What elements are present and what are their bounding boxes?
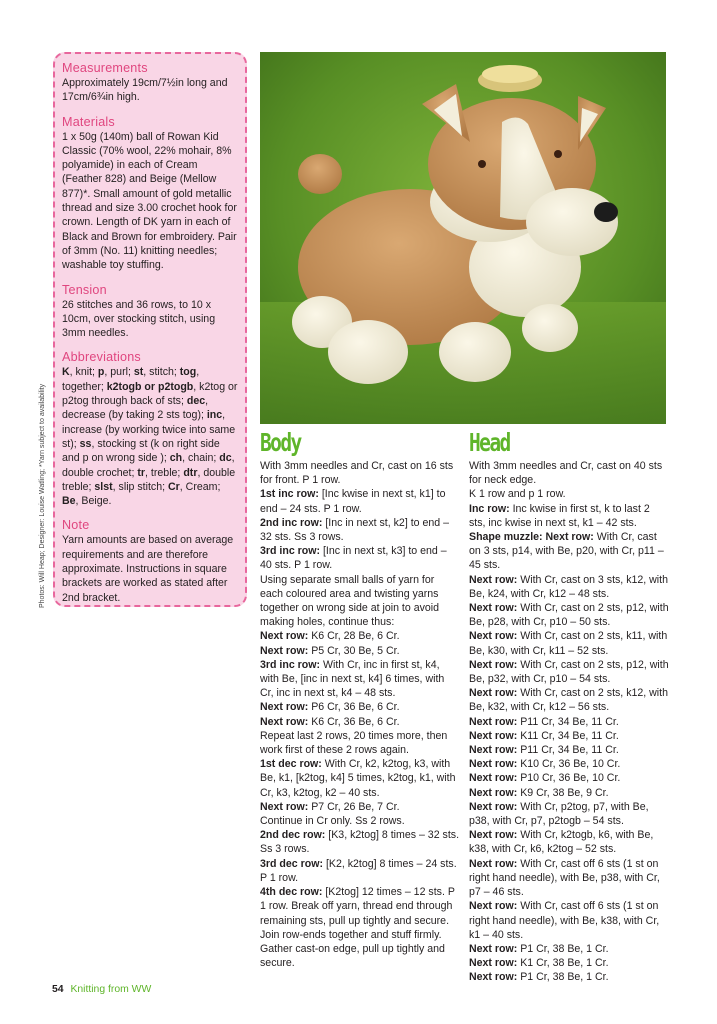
row-text: Inc kwise in first st, k to last 2 sts, inc kwise in next st, k1 – 42 sts. [469, 502, 650, 529]
abbreviation-meaning: , Cream; [179, 480, 221, 493]
abbreviation-term: ss [79, 437, 92, 450]
abbreviation-term: slst [94, 480, 113, 493]
instruction-line [260, 459, 460, 487]
row-text: [K2tog] 12 times – 12 sts. P 1 row. Break off yarn, thread end through remaining sts, pull up tightly and secure. [260, 886, 455, 927]
abbreviation-term: p [97, 366, 105, 379]
row-label: Next row: [469, 602, 518, 615]
instruction-line [260, 885, 460, 928]
instruction-line [469, 502, 669, 530]
page-footer [52, 984, 151, 995]
row-text: With Cr, cast on 2 sts, k12, with Be, k32, with Cr, k12 – 56 sts. [469, 687, 668, 714]
instruction-line [469, 601, 669, 629]
note-text: Yarn amounts are based on average requirements and are therefore approximate. Instructions in square brackets are worked as stated after 2nd bracket. [62, 534, 234, 604]
abbreviation-term: tog [179, 366, 197, 379]
row-text: K10 Cr, 36 Be, 10 Cr. [517, 758, 621, 771]
abbreviation-term: tr [137, 466, 146, 479]
note-heading: Note [62, 518, 90, 533]
magazine-name: Knitting from WW [70, 984, 152, 995]
instruction-line [469, 942, 669, 956]
row-text: With Cr, cast on 2 sts, p12, with Be, p32, with Cr, p10 – 54 sts. [469, 658, 669, 686]
abbreviation-meaning: , stitch; [143, 366, 180, 379]
row-label: 1st inc row: [260, 488, 319, 501]
row-label: Next row: [469, 942, 518, 955]
abbreviations-section [62, 350, 239, 508]
row-text: Continue in Cr only. Ss 2 rows. [260, 815, 405, 828]
row-label: Next row: [260, 701, 309, 714]
row-text: With 3mm needles and Cr, cast on 40 sts for neck edge. [469, 460, 663, 487]
instruction-line [260, 857, 460, 885]
row-text: P1 Cr, 38 Be, 1 Cr. [517, 971, 609, 984]
row-label: Next row: [469, 957, 518, 970]
abbreviation-term: inc [206, 409, 223, 422]
instruction-line [469, 729, 669, 743]
row-text: With Cr, k2, k2tog, k3, with Be, k1, [k2tog, k4] 5 times, k2tog, k1, with Cr, k3, k2tog, k2 – 40 sts. [260, 758, 456, 799]
row-text: K6 Cr, 28 Be, 6 Cr. [308, 630, 400, 643]
row-text: With Cr, inc in first st, k4, with Be, [inc in next st, k4] 6 times, with Cr, inc in next st, k4 – 48 sts. [260, 658, 445, 700]
row-text: P11 Cr, 34 Be, 11 Cr. [517, 744, 619, 757]
pattern-info-sidebar [53, 52, 247, 607]
tension-section [62, 283, 239, 341]
abbreviation-meaning: , treble; [145, 466, 184, 479]
row-label: Next row: [469, 715, 518, 728]
instruction-line [469, 757, 669, 771]
measurements-heading: Measurements [62, 61, 148, 75]
instruction-line [469, 629, 669, 657]
row-text: K11 Cr, 34 Be, 11 Cr. [517, 729, 619, 742]
row-text: [K2, k2tog] 8 times – 24 sts. P 1 row. [260, 857, 457, 884]
head-heading: Head [469, 428, 510, 457]
row-label: Next row: [260, 644, 309, 657]
row-label: Next row: [469, 744, 518, 757]
row-text: With Cr, k2togb, k6, with Be, k38, with Cr, k6, k2tog – 52 sts. [469, 829, 654, 856]
row-text: Using separate small balls of yarn for each coloured area and twisting yarns together on wrong side at join to avoid making holes, continue thus: [260, 573, 440, 629]
tension-heading: Tension [62, 282, 107, 297]
row-text: P11 Cr, 34 Be, 11 Cr. [517, 715, 619, 728]
abbreviations-heading: Abbreviations [62, 350, 141, 365]
row-label: Shape muzzle: Next row: [469, 531, 594, 544]
instruction-line [469, 487, 669, 501]
page-number: 54 [52, 984, 64, 995]
materials-heading: Materials [62, 114, 115, 129]
instruction-line [469, 899, 669, 942]
row-text: Repeat last 2 rows, 20 times more, then work first of these 2 rows again. [260, 729, 448, 757]
instruction-line [469, 828, 669, 856]
abbreviation-meaning: , purl; [104, 366, 134, 379]
row-label: Next row: [469, 758, 518, 771]
row-label: Next row: [469, 900, 518, 913]
instruction-line [260, 757, 460, 800]
row-text: P5 Cr, 30 Be, 5 Cr. [308, 644, 400, 657]
instruction-line [260, 928, 460, 971]
instruction-line [469, 970, 669, 984]
row-text: P6 Cr, 36 Be, 6 Cr. [308, 701, 400, 714]
row-text: With Cr, cast on 2 sts, p12, with Be, p28, with Cr, p10 – 50 sts. [469, 602, 669, 629]
instruction-line [260, 516, 460, 544]
abbreviation-term: dtr [183, 466, 198, 479]
materials-section [62, 115, 239, 273]
row-text: K1 Cr, 38 Be, 1 Cr. [517, 957, 609, 970]
instruction-line [260, 544, 460, 572]
abbreviation-term: K [62, 366, 70, 379]
row-label: Next row: [469, 729, 518, 742]
instruction-line [260, 729, 460, 757]
row-text: With Cr, cast off 6 sts (1 st on right hand needle), with Be, k38, with Cr, k1 – 40 sts. [469, 900, 660, 941]
head-lines [469, 459, 669, 985]
instruction-line [469, 786, 669, 800]
abbreviation-meaning: , k2tog or p2tog through back of sts; [62, 380, 238, 408]
row-label: Next row: [260, 630, 309, 643]
instruction-line [260, 828, 460, 856]
row-label: Next row: [469, 687, 518, 700]
row-text: [Inc in next st, k2] to end – 32 sts. Ss 3 rows. [260, 516, 449, 544]
row-label: Next row: [469, 772, 518, 785]
row-label: 1st dec row: [260, 758, 322, 771]
body-lines [260, 459, 460, 970]
instruction-line [260, 487, 460, 515]
instruction-line [469, 530, 669, 573]
row-label: 2nd dec row: [260, 829, 326, 842]
instruction-line [260, 629, 460, 643]
abbreviation-term: Cr [168, 480, 180, 493]
instruction-line [469, 686, 669, 714]
row-label: 3rd inc row: [260, 545, 321, 558]
row-text: K 1 row and p 1 row. [469, 488, 566, 501]
instruction-line [469, 573, 669, 601]
row-text: With Cr, p2tog, p7, with Be, p38, with Cr, p7, p2togb – 54 sts. [469, 800, 649, 828]
abbreviation-meaning: , slip stitch; [112, 480, 168, 493]
row-label: Next row: [469, 857, 518, 870]
instruction-line [260, 700, 460, 714]
row-text: With Cr, cast off 6 sts (1 st on right hand needle), with Be, p38, with Cr, p7 – 46 sts. [469, 857, 660, 899]
tension-text: 26 stitches and 36 rows, to 10 x 10cm, over stocking stitch, using 3mm needles. [62, 298, 216, 340]
row-text: Join row-ends together and stuff firmly. Gather cast-on edge, pull up tightly and secure. [260, 928, 445, 970]
row-label: Next row: [469, 630, 518, 643]
row-label: Next row: [260, 800, 309, 813]
abbreviation-meaning: , chain; [182, 452, 220, 465]
row-label: Next row: [469, 800, 518, 813]
abbreviation-term: st [133, 366, 144, 379]
row-label: Next row: [260, 715, 309, 728]
abbreviation-meaning: , Beige. [75, 495, 112, 508]
row-text: P10 Cr, 36 Be, 10 Cr. [517, 772, 621, 785]
instruction-line [469, 715, 669, 729]
body-heading: Body [260, 428, 301, 457]
row-label: 2nd inc row: [260, 516, 323, 529]
row-label: Next row: [469, 829, 518, 842]
measurements-section [62, 61, 239, 105]
instruction-line [469, 857, 669, 900]
abbreviation-term: ch [169, 452, 183, 465]
abbreviation-meaning: , double treble; [62, 466, 236, 493]
corgi-illustration [260, 52, 666, 424]
measurements-text: Approximately 19cm/7½in long and 17cm/6¾in high. [62, 77, 228, 104]
row-label: Inc row: [469, 502, 510, 515]
instruction-line [469, 459, 669, 487]
row-label: 4th dec row: [260, 886, 323, 899]
abbreviation-term: k2togb or p2togb [106, 380, 194, 393]
abbreviation-meaning: , double crochet; [62, 452, 235, 479]
instruction-line [469, 771, 669, 785]
instruction-line [469, 743, 669, 757]
row-label: Next row: [469, 658, 518, 671]
row-text: [Inc kwise in next st, k1] to end – 24 sts. P 1 row. [260, 488, 446, 515]
materials-text: 1 x 50g (140m) ball of Rowan Kid Classic (70% wool, 22% mohair, 8% polyamide) in each of Cream (Feather 828) and Beige (Mellow 877)*. Small amount of gold metallic thread and size 3.00 crochet hook for crown. Length of DK yarn in each of Black and Brown for embroidery. Pair of 3mm (No. 11) knitting needles; washable toy stuffing. [62, 130, 237, 272]
instruction-line [260, 644, 460, 658]
instruction-line [260, 715, 460, 729]
instruction-line [469, 800, 669, 828]
instruction-line [469, 956, 669, 970]
abbreviation-meaning: , increase (by working twice into same st); [62, 409, 236, 450]
row-text: With Cr, cast on 2 sts, k11, with Be, k30, with Cr, k11 – 52 sts. [469, 630, 668, 657]
row-text: P7 Cr, 26 Be, 7 Cr. [308, 800, 400, 813]
row-text: With Cr, cast on 3 sts, p14, with Be, p20, with Cr, p11 – 45 sts. [469, 531, 664, 572]
row-text: K9 Cr, 38 Be, 9 Cr. [517, 786, 609, 799]
body-instructions [260, 428, 460, 970]
instruction-line [260, 573, 460, 630]
row-text: P1 Cr, 38 Be, 1 Cr. [517, 942, 609, 955]
row-text: [Inc in next st, k3] to end – 40 sts. P 1 row. [260, 545, 447, 572]
row-label: Next row: [469, 786, 518, 799]
abbreviations-list [62, 365, 239, 508]
instruction-line [260, 814, 460, 828]
abbreviation-meaning: , stocking st (k on right side and p on wrong side ); [62, 437, 220, 465]
row-label: Next row: [469, 573, 518, 586]
row-text: [K3, k2tog] 8 times – 32 sts. Ss 3 rows. [260, 829, 460, 856]
corgi-toy-photo [260, 52, 666, 424]
row-label: Next row: [469, 971, 518, 984]
head-instructions [469, 428, 669, 985]
abbreviation-term: dec [186, 395, 206, 408]
row-text: With Cr, cast on 3 sts, k12, with Be, k24, with Cr, k12 – 48 sts. [469, 573, 668, 600]
note-section [62, 518, 239, 604]
instruction-line [469, 658, 669, 686]
abbreviation-meaning: , decrease (by taking 2 sts tog); [62, 395, 209, 422]
row-label: 3rd dec row: [260, 857, 323, 870]
instruction-line [260, 800, 460, 814]
photo-credit: Photos: Will Heap; Designer: Louise Watling; *Yarn subject to availability [39, 383, 46, 608]
abbreviation-meaning: , knit; [69, 366, 98, 379]
abbreviation-meaning: , together; [62, 366, 200, 393]
row-label: 3rd inc row: [260, 658, 321, 671]
abbreviation-term: dc [219, 452, 232, 465]
row-text: K6 Cr, 36 Be, 6 Cr. [308, 715, 400, 728]
abbreviation-term: Be [62, 495, 76, 508]
instruction-line [260, 658, 460, 701]
row-text: With 3mm needles and Cr, cast on 16 sts for front. P 1 row. [260, 460, 454, 487]
